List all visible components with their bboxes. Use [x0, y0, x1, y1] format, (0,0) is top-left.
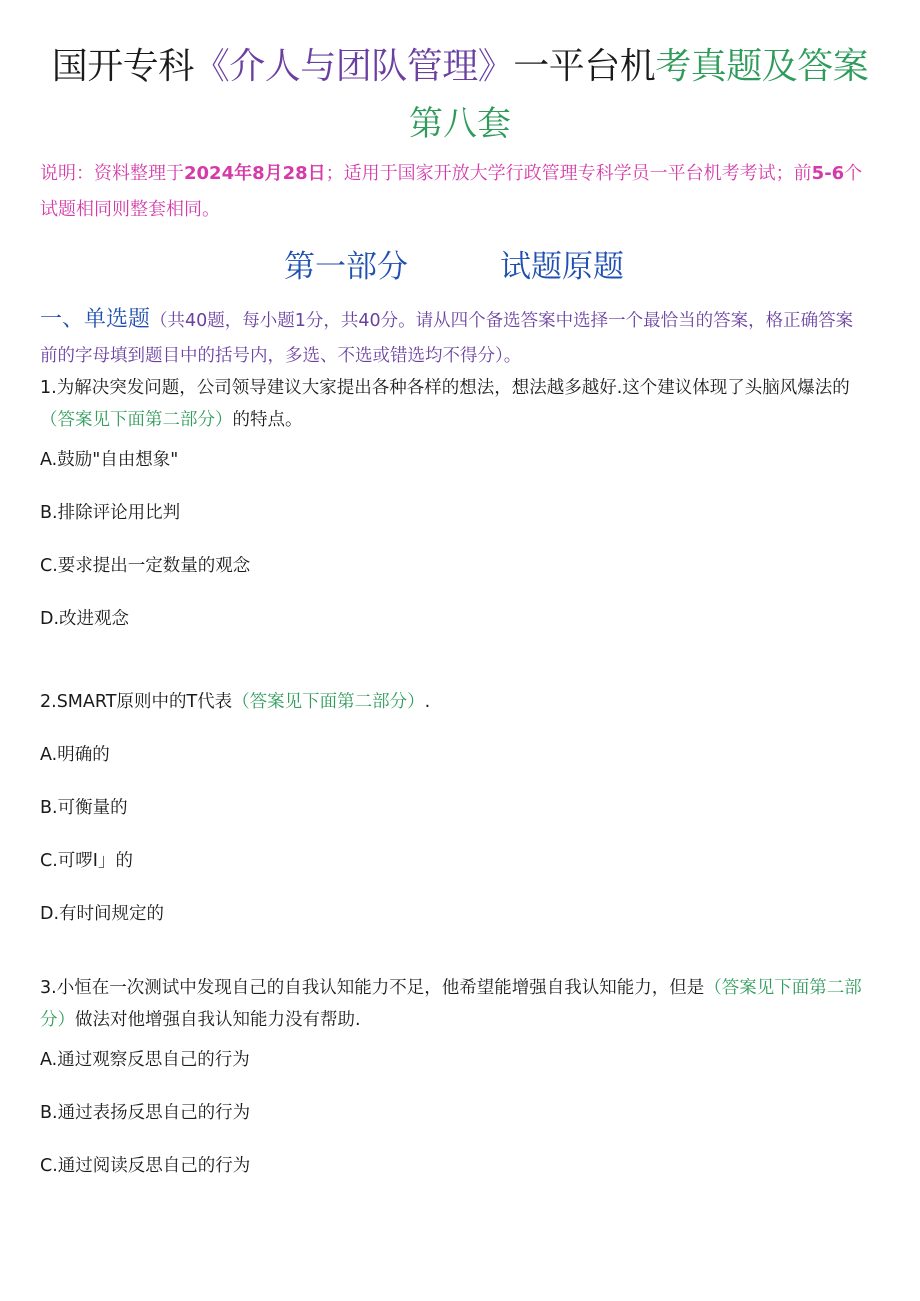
question-2 [40, 686, 880, 718]
question-1-answer-hint: （答案见下面第二部分） [40, 410, 233, 430]
question-1-option-d: D.改进观念 [40, 609, 130, 629]
question-3 [40, 972, 880, 1036]
question-2-option-a: A.明确的 [40, 745, 110, 765]
title-part-4: 考真题及答案 [655, 46, 869, 87]
note-prefix: 说明：资料整理于 [40, 163, 184, 184]
question-2-option-c: C.可啰I」的 [40, 851, 133, 871]
usage-note [40, 156, 880, 228]
question-3-option-b: B.通过表扬反思自己的行为 [40, 1103, 251, 1123]
note-date: 2024年8月28日 [184, 163, 326, 184]
question-1-tail: 的特点。 [232, 410, 303, 430]
part-heading [0, 244, 920, 290]
question-2-tail: . [424, 692, 431, 712]
section-description: （共40题，每小题1分，共40分。请从四个备选答案中选择一个最恰当的答案，格正确答案前的字母填到题目中的括号内，多选、不选或错选均不得分）。 [40, 311, 854, 366]
title-part-1: 国开专科 [51, 46, 194, 87]
question-1-text: 1.为解决突发问题，公司领导建议大家提出各种各样的想法，想法越多越好.这个建议体现了头脑风爆法的 [40, 378, 850, 398]
question-3-tail: 做法对他增强自我认知能力没有帮助. [75, 1010, 361, 1030]
title-part-3: 一平台机 [513, 46, 656, 87]
question-1-option-b: B.排除评论用比判 [40, 503, 181, 523]
document-subtitle: 第八套 [409, 104, 511, 144]
section-intro [40, 302, 870, 374]
question-2-answer-hint: （答案见下面第二部分） [232, 692, 425, 712]
note-middle: ；适用于国家开放大学行政管理专科学员一平台机考考试；前 [325, 163, 812, 184]
question-1 [40, 372, 880, 436]
section-title: 一、单选题 [40, 307, 151, 332]
note-range: 5-6 [811, 163, 845, 184]
document-title [0, 42, 920, 92]
question-1-option-a: A.鼓励"自由想象" [40, 450, 179, 470]
question-3-option-c: C.通过阅读反思自己的行为 [40, 1156, 251, 1176]
question-2-option-d: D.有时间规定的 [40, 904, 165, 924]
question-2-text: 2.SMART原则中的T代表 [40, 692, 233, 712]
question-3-text: 3.小恒在一次测试中发现自己的自我认知能力不足，他希望能增强自我认知能力，但是 [40, 978, 705, 998]
question-2-option-b: B.可衡量的 [40, 798, 128, 818]
question-3-option-a: A.通过观察反思自己的行为 [40, 1050, 250, 1070]
question-1-option-c: C.要求提出一定数量的观念 [40, 556, 251, 576]
part-heading-left: 第一部分 [284, 249, 408, 285]
part-heading-right: 试题原题 [500, 249, 624, 285]
note-suffix: 个试题相同则整套相同。 [40, 163, 863, 220]
title-part-2: 《介人与团队管理》 [193, 46, 514, 87]
question-3-answer-hint: （答案见下面第二部分） [40, 978, 862, 1030]
